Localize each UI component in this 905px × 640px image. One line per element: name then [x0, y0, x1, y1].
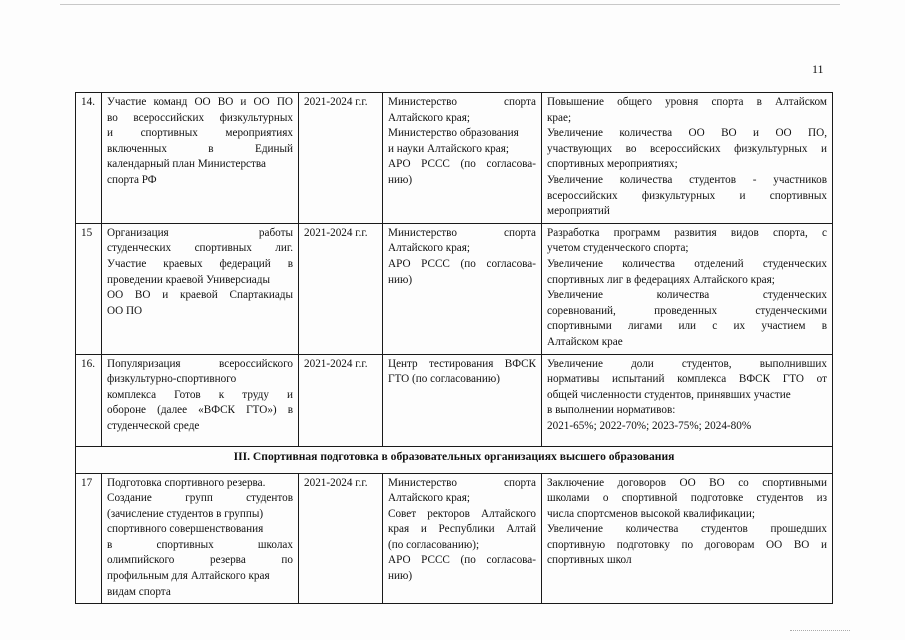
responsible-line: (по согласованию);	[388, 538, 480, 551]
table-row-16	[76, 354, 833, 446]
activity-cell	[102, 223, 299, 354]
row-number: 16.	[76, 354, 102, 446]
activity-line: Организация работы	[107, 226, 293, 239]
result-line: нормативы испытаний комплекса ВФСК ГТО от	[547, 373, 827, 386]
activity-line: в спортивных школах	[107, 538, 293, 551]
result-line: числа спортсменов высокой квалификации;	[547, 507, 755, 520]
result-line: 2021-65%; 2022-70%; 2023-75%; 2024-80%	[547, 419, 752, 432]
result-line: в выполнении нормативов:	[547, 404, 676, 417]
result-line: спортивными лигами или с их участием в	[547, 320, 827, 333]
result-line: Увеличение количества студентов - участников	[547, 173, 827, 186]
bottom-dotted-line	[790, 630, 850, 632]
responsible-line: Алтайского края;	[388, 492, 471, 505]
activity-line: спорта РФ	[107, 173, 157, 186]
responsible-line: АРО РССС (по согласова-	[388, 554, 536, 567]
result-line: всероссийских физкультурных и спортивных	[547, 189, 827, 202]
activity-line: обороне (далее «ВФСК ГТО») в	[107, 404, 293, 417]
result-line: Алтайском крае	[547, 335, 623, 348]
result-line: спортивных лиг в федерациях Алтайского края;	[547, 273, 775, 286]
result-line: общей численности студентов, принявших участие	[547, 388, 791, 401]
activity-cell	[102, 354, 299, 446]
result-line: Увеличение доли студентов, выполнивших	[547, 357, 827, 370]
responsible-line: нию)	[388, 273, 413, 286]
responsible-line: нию)	[388, 570, 413, 583]
result-line: Увеличение количества студенческих	[547, 289, 827, 302]
result-line: Увеличение количества отделений студенческих	[547, 257, 827, 270]
responsible-line: Министерство образования	[388, 127, 519, 140]
activity-line: и спортивных мероприятиях	[107, 127, 293, 140]
activity-line: проведении краевой Универсиады	[107, 273, 270, 286]
responsible-line: Центр тестирования ВФСК	[388, 357, 536, 370]
responsible-line: Министерство спорта	[388, 226, 536, 239]
section-heading-row	[76, 446, 833, 473]
activity-line: Подготовка спортивного резерва.	[107, 476, 266, 489]
result-line: мероприятий	[547, 205, 610, 218]
period-cell: 2021-2024 г.г.	[299, 93, 383, 224]
result-line: Увеличение количества студентов прошедших	[547, 523, 827, 536]
result-cell	[542, 93, 833, 224]
result-line: Заключение договоров ОО ВО со спортивными	[547, 476, 827, 489]
responsible-line: Министерство спорта	[388, 476, 536, 489]
result-line: участвующих во всероссийских физкультурных и	[547, 142, 827, 155]
result-line: спортивных мероприятиях;	[547, 158, 678, 171]
table-row-14	[76, 93, 833, 224]
row-number: 17	[76, 473, 102, 604]
period-cell: 2021-2024 г.г.	[299, 223, 383, 354]
result-line: Разработка программ развития видов спорта, с	[547, 226, 827, 239]
responsible-line: ГТО (по согласованию)	[388, 373, 500, 386]
period-cell: 2021-2024 г.г.	[299, 473, 383, 604]
activity-line: комплекса Готов к труду и	[107, 388, 293, 401]
result-cell	[542, 354, 833, 446]
activity-cell	[102, 473, 299, 604]
responsible-line: АРО РССС (по согласова-	[388, 158, 536, 171]
result-line: учетом студенческого спорта;	[547, 242, 689, 255]
activity-line: видам спорта	[107, 585, 171, 598]
activity-line: физкультурно-спортивного	[107, 373, 237, 386]
responsible-line: Алтайского края;	[388, 111, 471, 124]
responsible-line: Министерство спорта	[388, 96, 536, 108]
result-line: спортивных школ	[547, 554, 632, 567]
plan-table	[75, 92, 833, 604]
activity-line: Участие команд ОО ВО и ОО ПО	[107, 96, 293, 108]
activity-line: студенческой среде	[107, 419, 200, 432]
result-line: крае;	[547, 111, 572, 124]
responsible-cell	[383, 354, 542, 446]
activity-line: олимпийского резерва по	[107, 554, 293, 567]
responsible-cell	[383, 93, 542, 224]
table-row-15	[76, 223, 833, 354]
result-line: Увеличение количества ОО ВО и ОО ПО,	[547, 127, 827, 140]
activity-line: (зачисление студентов в группы)	[107, 507, 264, 520]
activity-cell	[102, 93, 299, 224]
activity-line: календарный план Министерства	[107, 158, 267, 171]
responsible-line: и науки Алтайского края;	[388, 142, 509, 155]
activity-line: ОО ПО	[107, 304, 143, 317]
result-cell	[542, 223, 833, 354]
responsible-line: Совет ректоров Алтайского	[388, 507, 536, 520]
activity-line: Создание групп студентов	[107, 492, 293, 505]
section-heading: III. Спортивная подготовка в образовательных организациях высшего образования	[76, 446, 833, 473]
activity-line: во всероссийских физкультурных	[107, 111, 293, 124]
top-border-line	[60, 4, 840, 5]
activity-line: студенческих спортивных лиг.	[107, 242, 293, 255]
table-row-17	[76, 473, 833, 604]
responsible-line: края и Республики Алтай	[388, 523, 536, 536]
activity-line: профильным для Алтайского края	[107, 570, 270, 583]
result-line: соревнований, проведенных студенческими	[547, 304, 827, 317]
row-number: 15	[76, 223, 102, 354]
result-cell	[542, 473, 833, 604]
responsible-line: нию)	[388, 173, 413, 186]
result-line: спортивную подготовку по договорам ОО ВО и	[547, 538, 827, 551]
result-line: школами о спортивной подготовке студентов из	[547, 492, 827, 505]
activity-line: Популяризация всероссийского	[107, 357, 293, 370]
period-cell: 2021-2024 г.г.	[299, 354, 383, 446]
responsible-cell	[383, 223, 542, 354]
activity-line: спортивного совершенствования	[107, 523, 264, 536]
row-number: 14.	[76, 93, 102, 224]
page-number: 11	[812, 62, 824, 76]
activity-line: Участие краевых федераций в	[107, 257, 293, 270]
activity-line: включенных в Единый	[107, 142, 293, 155]
result-line: Повышение общего уровня спорта в Алтайском	[547, 96, 827, 108]
responsible-cell	[383, 473, 542, 604]
responsible-line: Алтайского края;	[388, 242, 471, 255]
activity-line: ОО ВО и краевой Спартакиады	[107, 289, 293, 302]
responsible-line: АРО РССС (по согласова-	[388, 257, 536, 270]
